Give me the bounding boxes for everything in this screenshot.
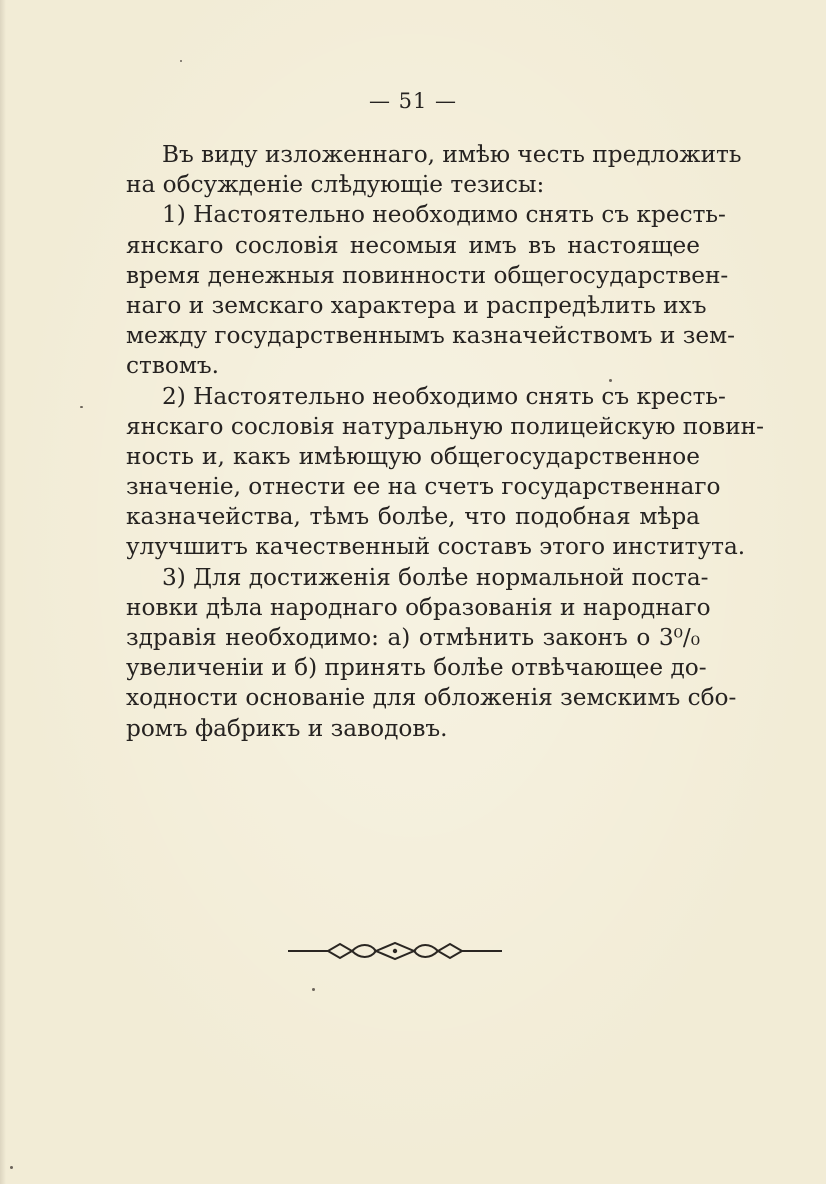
text-line: Въ виду изложеннаго, имѣю честь предложить xyxy=(162,141,742,168)
body-text xyxy=(126,140,764,744)
text-line: время денежныя повинности общегосударствен- xyxy=(126,261,729,289)
text-line: увеличеніи и б) принять болѣе отвѣчающее до- xyxy=(126,654,707,682)
text-line: 3) Для достиженія болѣе нормальной поста- xyxy=(162,563,709,591)
page-speck xyxy=(10,1166,13,1169)
text-line: ствомъ. xyxy=(126,352,219,380)
text-line: казначейства, тѣмъ болѣе, что подобная мѣра xyxy=(126,503,700,531)
text-line: янскаго сословія несомыя имъ въ настоящее xyxy=(126,231,700,259)
text-line: ность и, какъ имѣющую общегосударственное xyxy=(126,442,700,470)
text-line: улучшитъ качественный составъ этого института. xyxy=(126,533,746,561)
page-speck xyxy=(609,379,612,382)
text-line: на обсужденіе слѣдующіе тезисы: xyxy=(126,171,545,199)
page-number: — 51 — xyxy=(368,89,458,113)
text-line: здравія необходимо: а) отмѣнить законъ о 3⁰/₀ xyxy=(126,624,700,651)
page-speck xyxy=(312,988,315,991)
text-line: 2) Настоятельно необходимо снять съ кресть- xyxy=(162,382,726,410)
text-line: значеніе, отнести ее на счетъ государственнаго xyxy=(126,473,721,501)
text-line: новки дѣла народнаго образованія и народнаго xyxy=(126,593,711,621)
text-line: ходности основаніе для обложенія земскимъ сбо- xyxy=(126,684,737,712)
text-line: между государственнымъ казначействомъ и зем- xyxy=(126,322,735,350)
text-line: наго и земскаго характера и распредѣлить ихъ xyxy=(126,291,707,319)
text-line: янскаго сословія натуральную полицейскую повин- xyxy=(126,412,764,440)
page-edge-shadow xyxy=(0,0,6,1184)
ornament-divider-icon xyxy=(288,940,502,962)
text-line: ромъ фабрикъ и заводовъ. xyxy=(126,714,448,742)
page-speck xyxy=(180,60,182,62)
page-speck xyxy=(80,406,83,408)
text-line: 1) Настоятельно необходимо снять съ кресть- xyxy=(162,201,726,229)
